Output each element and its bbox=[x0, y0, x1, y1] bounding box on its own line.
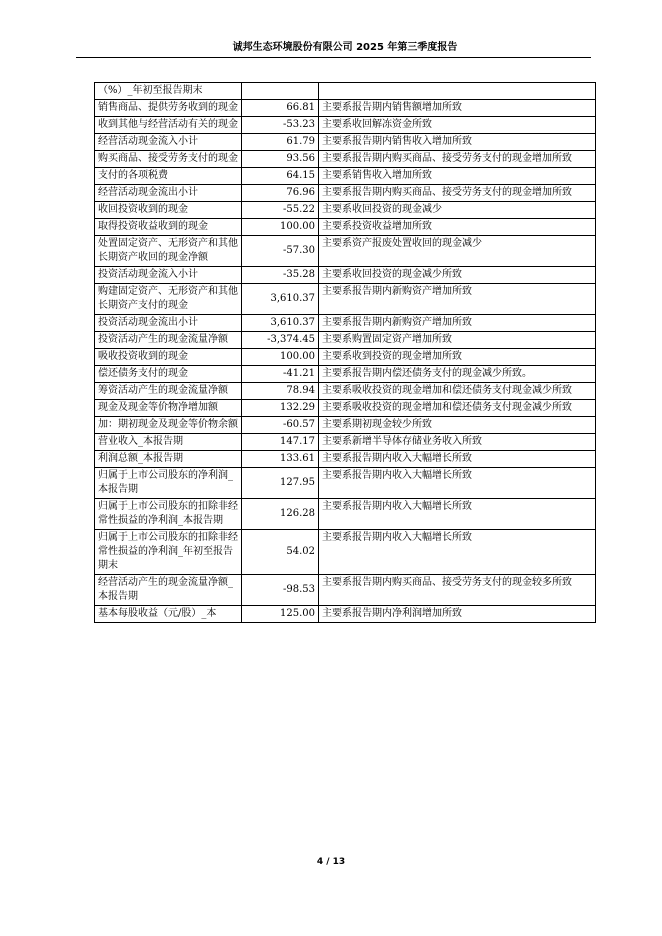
row-change-percent: 3,610.37 bbox=[242, 284, 319, 315]
row-item-label: 营业收入_本报告期 bbox=[95, 434, 242, 451]
table-row bbox=[95, 575, 596, 606]
row-change-percent: -57.30 bbox=[242, 236, 319, 267]
cash-flow-change-table bbox=[94, 82, 596, 623]
row-change-reason: 主要系报告期内新购资产增加所致 bbox=[319, 315, 596, 332]
row-change-percent: 133.61 bbox=[242, 451, 319, 468]
table-row bbox=[95, 366, 596, 383]
table-body bbox=[95, 83, 596, 623]
row-change-percent: 125.00 bbox=[242, 606, 319, 623]
row-change-reason: 主要系报告期内购买商品、接受劳务支付的现金增加所致 bbox=[319, 151, 596, 168]
row-change-percent: -35.28 bbox=[242, 267, 319, 284]
row-change-reason: 主要系报告期内销售收入增加所致 bbox=[319, 134, 596, 151]
row-item-label: 基本每股收益（元/股）_本 bbox=[95, 606, 242, 623]
row-change-reason: 主要系收回投资的现金减少所致 bbox=[319, 267, 596, 284]
row-change-reason: 主要系期初现金较少所致 bbox=[319, 417, 596, 434]
table-row bbox=[95, 451, 596, 468]
table-row bbox=[95, 530, 596, 575]
row-item-label: 经营活动现金流入小计 bbox=[95, 134, 242, 151]
row-change-reason: 主要系新增半导体存储业务收入所致 bbox=[319, 434, 596, 451]
row-item-label: 收回投资收到的现金 bbox=[95, 202, 242, 219]
row-change-percent: -53.23 bbox=[242, 117, 319, 134]
row-change-percent: 3,610.37 bbox=[242, 315, 319, 332]
row-item-label: 支付的各项税费 bbox=[95, 168, 242, 185]
row-item-label: 经营活动产生的现金流量净额_本报告期 bbox=[95, 575, 242, 606]
row-change-reason: 主要系资产报废处置收回的现金减少 bbox=[319, 236, 596, 267]
row-item-label: 归属于上市公司股东的扣除非经常性损益的净利润_本报告期 bbox=[95, 499, 242, 530]
row-change-reason: 主要系投资收益增加所致 bbox=[319, 219, 596, 236]
row-item-label: 吸收投资收到的现金 bbox=[95, 349, 242, 366]
row-change-percent: -3,374.45 bbox=[242, 332, 319, 349]
table-row bbox=[95, 332, 596, 349]
row-change-percent: 61.79 bbox=[242, 134, 319, 151]
row-item-label: 筹资活动产生的现金流量净额 bbox=[95, 383, 242, 400]
row-change-percent: 54.02 bbox=[242, 530, 319, 575]
row-item-label: 利润总额_本报告期 bbox=[95, 451, 242, 468]
row-change-reason: 主要系报告期内收入大幅增长所致 bbox=[319, 530, 596, 575]
row-change-reason: 主要系吸收投资的现金增加和偿还债务支付现金减少所致 bbox=[319, 383, 596, 400]
table-row bbox=[95, 284, 596, 315]
row-change-reason: 主要系销售收入增加所致 bbox=[319, 168, 596, 185]
row-item-label: 归属于上市公司股东的净利润_本报告期 bbox=[95, 468, 242, 499]
row-change-percent: 64.15 bbox=[242, 168, 319, 185]
table-row bbox=[95, 267, 596, 284]
row-item-label: 归属于上市公司股东的扣除非经常性损益的净利润_年初至报告期末 bbox=[95, 530, 242, 575]
row-change-percent: -55.22 bbox=[242, 202, 319, 219]
row-item-label: 购建固定资产、无形资产和其他长期资产支付的现金 bbox=[95, 284, 242, 315]
row-item-label: 收到其他与经营活动有关的现金 bbox=[95, 117, 242, 134]
row-change-percent: 93.56 bbox=[242, 151, 319, 168]
row-item-label: 处置固定资产、无形资产和其他长期资产收回的现金净额 bbox=[95, 236, 242, 267]
row-change-reason: 主要系报告期内购买商品、接受劳务支付的现金增加所致 bbox=[319, 185, 596, 202]
table-row bbox=[95, 400, 596, 417]
table-row bbox=[95, 219, 596, 236]
row-change-reason: 主要系报告期内偿还债务支付的现金减少所致。 bbox=[319, 366, 596, 383]
row-change-reason: 主要系报告期内新购资产增加所致 bbox=[319, 284, 596, 315]
row-change-reason: 主要系报告期内净利润增加所致 bbox=[319, 606, 596, 623]
row-change-reason: 主要系报告期内销售额增加所致 bbox=[319, 100, 596, 117]
row-item-label: 取得投资收益收到的现金 bbox=[95, 219, 242, 236]
row-change-percent: -60.57 bbox=[242, 417, 319, 434]
row-change-percent: 78.94 bbox=[242, 383, 319, 400]
row-change-percent: -98.53 bbox=[242, 575, 319, 606]
table-row bbox=[95, 315, 596, 332]
table-row bbox=[95, 236, 596, 267]
report-header-title: 诚邦生态环境股份有限公司 2025 年第三季度报告 bbox=[232, 42, 458, 53]
table-row bbox=[95, 349, 596, 366]
table-row bbox=[95, 117, 596, 134]
row-change-reason: 主要系报告期内购买商品、接受劳务支付的现金较多所致 bbox=[319, 575, 596, 606]
row-change-percent: 126.28 bbox=[242, 499, 319, 530]
row-item-label: 经营活动现金流出小计 bbox=[95, 185, 242, 202]
row-change-reason: 主要系报告期内收入大幅增长所致 bbox=[319, 451, 596, 468]
table-row bbox=[95, 499, 596, 530]
row-item-label: 现金及现金等价物净增加额 bbox=[95, 400, 242, 417]
row-item-label: 偿还债务支付的现金 bbox=[95, 366, 242, 383]
row-change-percent: 147.17 bbox=[242, 434, 319, 451]
row-item-label: 购买商品、接受劳务支付的现金 bbox=[95, 151, 242, 168]
row-change-reason bbox=[319, 83, 596, 100]
table-row bbox=[95, 185, 596, 202]
row-change-reason: 主要系吸收投资的现金增加和偿还债务支付现金减少所致 bbox=[319, 400, 596, 417]
table-row bbox=[95, 151, 596, 168]
table-row bbox=[95, 383, 596, 400]
table-row bbox=[95, 468, 596, 499]
row-item-label: 投资活动现金流出小计 bbox=[95, 315, 242, 332]
row-change-reason: 主要系收回解冻资金所致 bbox=[319, 117, 596, 134]
table-row bbox=[95, 417, 596, 434]
table-row bbox=[95, 202, 596, 219]
table-row bbox=[95, 134, 596, 151]
row-change-percent: -41.21 bbox=[242, 366, 319, 383]
row-change-percent bbox=[242, 83, 319, 100]
row-change-reason: 主要系购置固定资产增加所致 bbox=[319, 332, 596, 349]
table-row bbox=[95, 606, 596, 623]
row-change-percent: 100.00 bbox=[242, 219, 319, 236]
row-item-label: （%）_年初至报告期末 bbox=[95, 83, 242, 100]
row-item-label: 投资活动现金流入小计 bbox=[95, 267, 242, 284]
row-change-percent: 132.29 bbox=[242, 400, 319, 417]
row-item-label: 销售商品、提供劳务收到的现金 bbox=[95, 100, 242, 117]
table-row bbox=[95, 100, 596, 117]
row-change-reason: 主要系收回投资的现金减少 bbox=[319, 202, 596, 219]
row-change-percent: 127.95 bbox=[242, 468, 319, 499]
row-change-percent: 100.00 bbox=[242, 349, 319, 366]
row-item-label: 加：期初现金及现金等价物余额 bbox=[95, 417, 242, 434]
row-change-reason: 主要系报告期内收入大幅增长所致 bbox=[319, 468, 596, 499]
row-change-percent: 76.96 bbox=[242, 185, 319, 202]
header-rule bbox=[76, 57, 591, 58]
row-change-reason: 主要系报告期内收入大幅增长所致 bbox=[319, 499, 596, 530]
row-change-reason: 主要系收到投资的现金增加所致 bbox=[319, 349, 596, 366]
row-change-percent: 66.81 bbox=[242, 100, 319, 117]
table-row bbox=[95, 83, 596, 100]
table-row bbox=[95, 434, 596, 451]
page-number: 4 / 13 bbox=[316, 857, 346, 867]
row-item-label: 投资活动产生的现金流量净额 bbox=[95, 332, 242, 349]
table-row bbox=[95, 168, 596, 185]
